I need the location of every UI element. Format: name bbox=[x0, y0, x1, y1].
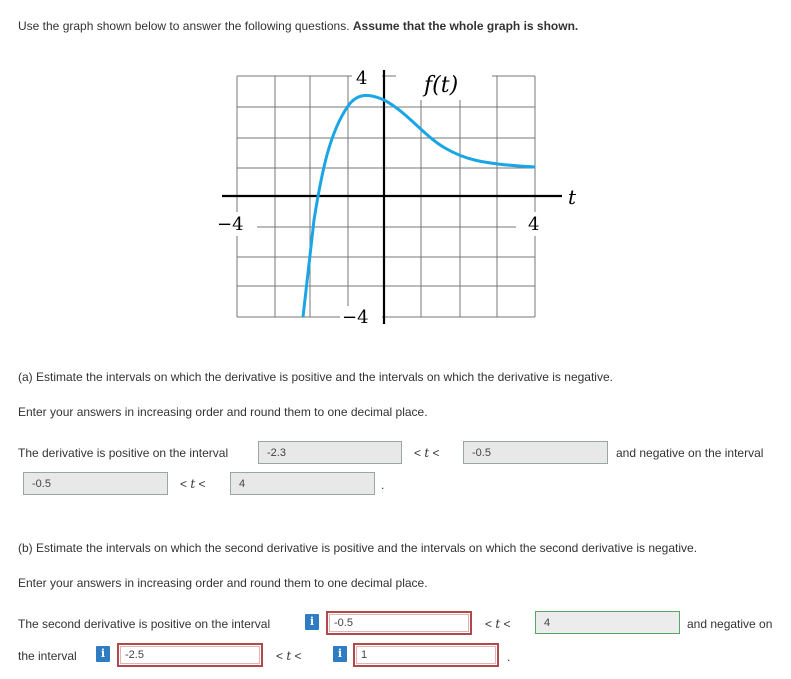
a-positive-end-input[interactable]: -0.5 bbox=[463, 441, 608, 464]
info-icon[interactable]: i bbox=[305, 614, 319, 630]
a-inequality-2 bbox=[180, 477, 206, 491]
a-positive-start-input[interactable]: -2.3 bbox=[258, 441, 402, 464]
lt-symbol: < bbox=[180, 477, 188, 491]
part-b-negative-label-cont: the interval bbox=[18, 649, 77, 663]
part-a-negative-label: and negative on the interval bbox=[616, 446, 764, 460]
t-variable: t bbox=[286, 649, 292, 663]
b-period: . bbox=[507, 650, 511, 664]
b-inequality-1 bbox=[485, 617, 511, 631]
a-inequality-1 bbox=[414, 446, 440, 460]
info-icon[interactable]: i bbox=[333, 646, 347, 662]
function-graph bbox=[210, 62, 590, 332]
tick-label-right: 4 bbox=[528, 214, 540, 235]
t-variable: t bbox=[424, 446, 430, 460]
a-negative-start-input[interactable]: -0.5 bbox=[23, 472, 168, 495]
f-of-t-label: f(t) bbox=[424, 73, 459, 98]
tick-label-left: −4 bbox=[217, 214, 244, 235]
t-variable: t bbox=[190, 477, 196, 491]
info-icon[interactable]: i bbox=[96, 646, 110, 662]
lt-symbol: < bbox=[503, 617, 511, 631]
lt-symbol: < bbox=[414, 446, 422, 460]
intro-plain: Use the graph shown below to answer the following questions. bbox=[18, 19, 350, 33]
b-negative-start-input[interactable]: -2.5 bbox=[117, 643, 263, 667]
part-b-instructions: Enter your answers in increasing order and round them to one decimal place. bbox=[18, 576, 428, 590]
a-period: . bbox=[381, 478, 385, 492]
a-negative-end-input[interactable]: 4 bbox=[230, 472, 375, 495]
intro-bold: Assume that the whole graph is shown. bbox=[352, 19, 579, 33]
tick-label-bottom: −4 bbox=[342, 307, 369, 328]
lt-symbol: < bbox=[485, 617, 493, 631]
lt-symbol: < bbox=[432, 446, 440, 460]
b-negative-end-input[interactable]: 1 bbox=[353, 643, 499, 667]
part-a-positive-label: The derivative is positive on the interval bbox=[18, 446, 229, 460]
b-positive-end-input[interactable]: 4 bbox=[535, 611, 680, 634]
part-a-title: (a) Estimate the intervals on which the derivative is positive and the intervals on which the derivative is negative. bbox=[18, 370, 613, 384]
f-curve bbox=[303, 95, 535, 317]
lt-symbol: < bbox=[294, 649, 302, 663]
part-b-negative-label: and negative on bbox=[687, 617, 773, 631]
part-b-title: (b) Estimate the intervals on which the second derivative is positive and the intervals on which the second derivative is negative. bbox=[18, 541, 698, 555]
t-variable: t bbox=[495, 617, 501, 631]
lt-symbol: < bbox=[198, 477, 206, 491]
t-axis-label: t bbox=[568, 185, 577, 209]
lt-symbol: < bbox=[276, 649, 284, 663]
part-a-instructions: Enter your answers in increasing order and round them to one decimal place. bbox=[18, 405, 428, 419]
b-inequality-2 bbox=[276, 649, 302, 663]
intro-text bbox=[18, 19, 578, 33]
b-positive-start-input[interactable]: -0.5 bbox=[326, 611, 472, 635]
part-b-positive-label: The second derivative is positive on the interval bbox=[18, 617, 271, 631]
tick-label-top: 4 bbox=[356, 68, 368, 89]
